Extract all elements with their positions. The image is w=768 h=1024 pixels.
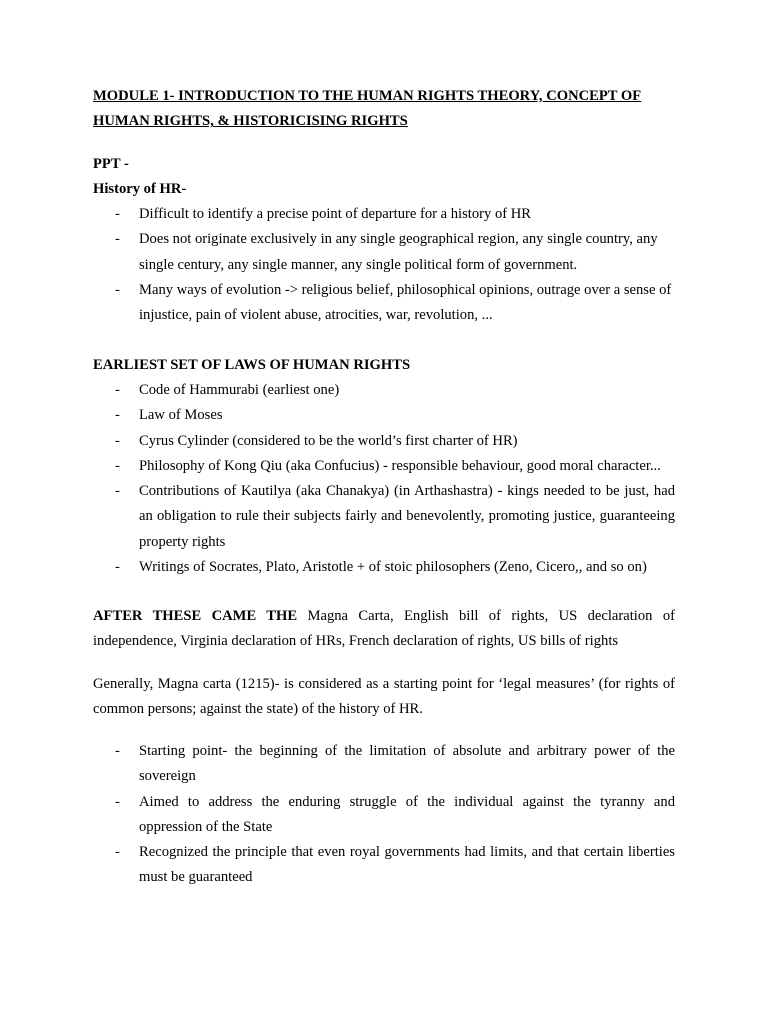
list-item-text: Does not originate exclusively in any single geographical region, any single country, any single century, any single manner, any single political form of government. bbox=[139, 231, 658, 273]
laws-list bbox=[93, 378, 675, 580]
magna-list bbox=[93, 739, 675, 891]
dash-bullet: - bbox=[115, 382, 120, 398]
list-item bbox=[93, 378, 675, 403]
ppt-label: PPT - bbox=[93, 156, 129, 172]
list-item bbox=[93, 403, 675, 428]
list-item bbox=[93, 555, 675, 580]
list-item-text: Law of Moses bbox=[139, 407, 223, 424]
dash-bullet: - bbox=[115, 559, 120, 576]
list-item-text: Recognized the principle that even royal governments had limits, and that certain liberties must be guaranteed bbox=[139, 844, 675, 886]
dash-bullet: - bbox=[115, 793, 120, 810]
dash-bullet: - bbox=[115, 844, 120, 861]
list-item bbox=[93, 790, 675, 841]
history-list bbox=[93, 202, 675, 328]
list-item-text: Starting point- the beginning of the limitation of absolute and arbitrary power of the sovereign bbox=[139, 743, 675, 785]
list-item-text: Contributions of Kautilya (aka Chanakya) (in Arthashastra) - kings needed to be just, had an obligation to rule their subjects fairly and benevolently, promoting justice, guaranteeing property rights bbox=[139, 483, 675, 550]
module-title: MODULE 1- INTRODUCTION TO THE HUMAN RIGHTS THEORY, CONCEPT OF HUMAN RIGHTS, & HISTORICISING RIGHTS bbox=[93, 88, 642, 130]
list-item-text: Writings of Socrates, Plato, Aristotle + of stoic philosophers (Zeno, Cicero,, and so on) bbox=[139, 559, 647, 576]
history-heading: History of HR- bbox=[93, 181, 187, 197]
dash-bullet: - bbox=[115, 743, 120, 759]
list-item bbox=[93, 479, 675, 555]
dash-bullet: - bbox=[115, 483, 120, 500]
list-item-text: Aimed to address the enduring struggle of the individual against the tyranny and oppression of the State bbox=[139, 793, 675, 835]
dash-bullet: - bbox=[115, 231, 120, 248]
list-item-text: Cyrus Cylinder (considered to be the world’s first charter of HR) bbox=[139, 432, 518, 449]
list-item bbox=[93, 278, 675, 329]
dash-bullet: - bbox=[115, 432, 120, 449]
list-item bbox=[93, 202, 675, 227]
list-item bbox=[93, 739, 675, 790]
list-item bbox=[93, 454, 675, 479]
after-paragraph bbox=[93, 604, 675, 655]
dash-bullet: - bbox=[115, 407, 120, 424]
list-item-text: Philosophy of Kong Qiu (aka Confucius) - responsible behaviour, good moral character... bbox=[139, 457, 661, 474]
dash-bullet: - bbox=[115, 457, 120, 474]
list-item-text: Difficult to identify a precise point of departure for a history of HR bbox=[139, 206, 532, 222]
dash-bullet: - bbox=[115, 206, 120, 222]
laws-heading: EARLIEST SET OF LAWS OF HUMAN RIGHTS bbox=[93, 357, 411, 373]
list-item bbox=[93, 840, 675, 891]
after-rest: Magna Carta, English bill of rights, US declaration of independence, Virginia declaration of HRs, French declaration of rights, US bills of rights bbox=[93, 608, 675, 650]
dash-bullet: - bbox=[115, 281, 120, 298]
list-item bbox=[93, 227, 675, 278]
list-item-text: Code of Hammurabi (earliest one) bbox=[139, 382, 340, 398]
list-item bbox=[93, 429, 675, 454]
magna-paragraph: Generally, Magna carta (1215)- is considered as a starting point for ‘legal measures’ (for rights of common persons; against the state) of the history of HR. bbox=[93, 676, 675, 718]
after-lead: AFTER THESE CAME THE bbox=[93, 608, 298, 624]
list-item-text: Many ways of evolution -> religious belief, philosophical opinions, outrage over a sense of injustice, pain of violent abuse, atrocities, war, revolution, ... bbox=[139, 281, 672, 324]
